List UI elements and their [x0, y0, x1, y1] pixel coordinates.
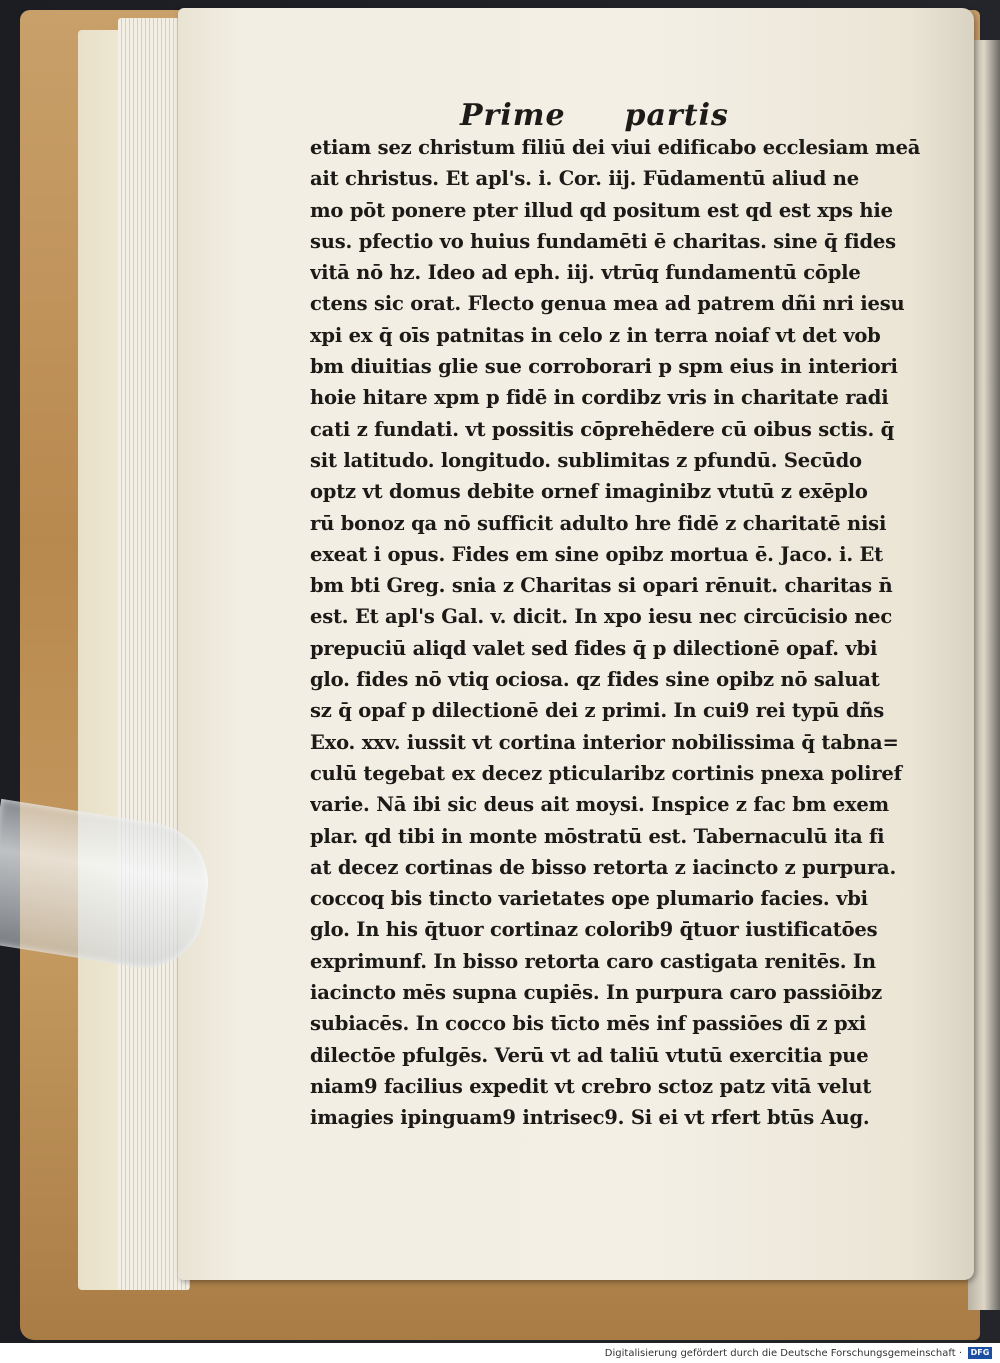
text-line: at decez cortinas de bisso retorta z iacincto z purpura. [310, 855, 897, 879]
text-line: rū bonoz qa nō sufficit adulto hre fidē z charitatē nisi [310, 511, 887, 535]
text-line: exprimunf. In bisso retorta caro castigata renitēs. In [310, 949, 876, 973]
text-line: culū tegebat ex decez pticularibz cortinis pnexa poliref [310, 761, 902, 785]
text-line: ait christus. Et apl's. i. Cor. iij. Fūdamentū aliud ne [310, 167, 859, 191]
text-line: vitā nō hz. Ideo ad eph. iij. vtrūq fundamentū cōple [310, 261, 861, 285]
text-block [310, 132, 920, 1134]
text-line: sus. pfectio vo huius fundamēti ē charitas. sine q̄ fides [310, 229, 896, 253]
text-line: exeat i opus. Fides em sine opibz mortua ē. Jaco. i. Et [310, 542, 883, 566]
heading-right: partis [624, 98, 729, 133]
text-line: mo pōt ponere pter illud qd positum est qd est xps hie [310, 198, 893, 222]
text-line: iacincto mēs supna cupiēs. In purpura caro passiōibz [310, 981, 883, 1005]
text-line: etiam sez christum filiū dei viui edificabo ecclesiam meā [310, 136, 920, 159]
text-line: dilectōe pfulgēs. Verū vt ad taliū vtutū exercitia pue [310, 1043, 869, 1067]
text-line: varie. Nā ibi sic deus ait moysi. Inspice z fac bm exem [310, 793, 889, 817]
footer-text: Digitalisierung gefördert durch die Deutsche Forschungsgemeinschaft · [604, 1347, 962, 1359]
text-line: cati z fundati. vt possitis cōprehēdere cū oibus sctis. q̄ [310, 417, 895, 441]
text-line: imagies ipinguam9 intrisec9. Si ei vt rfert btūs Aug. [310, 1106, 870, 1130]
dfg-logo: DFG [968, 1347, 992, 1359]
text-line: optz vt domus debite ornef imaginibz vtutū z exēplo [310, 480, 868, 504]
footer-bar [0, 1343, 1000, 1363]
text-line: plar. qd tibi in monte mōstratū est. Tabernaculū ita fi [310, 824, 885, 848]
text-line: glo. In his q̄tuor cortinaz colorib9 q̄tuor iustificatōes [310, 918, 878, 942]
text-line: coccoq bis tincto varietates ope plumario facies. vbi [310, 887, 868, 911]
text-line: hoie hitare xpm p fidē in cordibz vris in charitate radi [310, 386, 889, 410]
text-line: sit latitudo. longitudo. sublimitas z pfundū. Secūdo [310, 448, 862, 472]
heading-left: Prime [460, 98, 566, 133]
text-line: niam9 facilius expedit vt crebro sctoz patz vitā velut [310, 1074, 872, 1098]
text-line: est. Et apl's Gal. v. dicit. In xpo iesu nec circūcisio nec [310, 605, 893, 629]
text-line: bm bti Greg. snia z Charitas si opari rēnuit. charitas n̄ [310, 574, 893, 598]
page-heading [460, 98, 740, 133]
text-line: Exo. xxv. iussit vt cortina interior nobilissima q̄ tabna= [310, 730, 899, 754]
text-line: bm diuitias glie sue corroborari p spm eius in interiori [310, 355, 898, 379]
text-line: subiacēs. In cocco bis tīcto mēs inf passiōes dī z pxi [310, 1012, 867, 1036]
text-line: glo. fides nō vtiq ociosa. qz fides sine opibz nō saluat [310, 668, 880, 692]
text-line: sz q̄ opaf p dilectionē dei z primi. In cui9 rei typū dñs [310, 699, 885, 723]
text-line: ctens sic orat. Flecto genua mea ad patrem dñi nri iesu [310, 292, 905, 316]
text-line: prepuciū aliqd valet sed fides q̄ p dilectionē opaf. vbi [310, 636, 878, 660]
text-line: xpi ex q̄ oīs patnitas in celo z in terra noiaf vt det vob [310, 323, 881, 347]
